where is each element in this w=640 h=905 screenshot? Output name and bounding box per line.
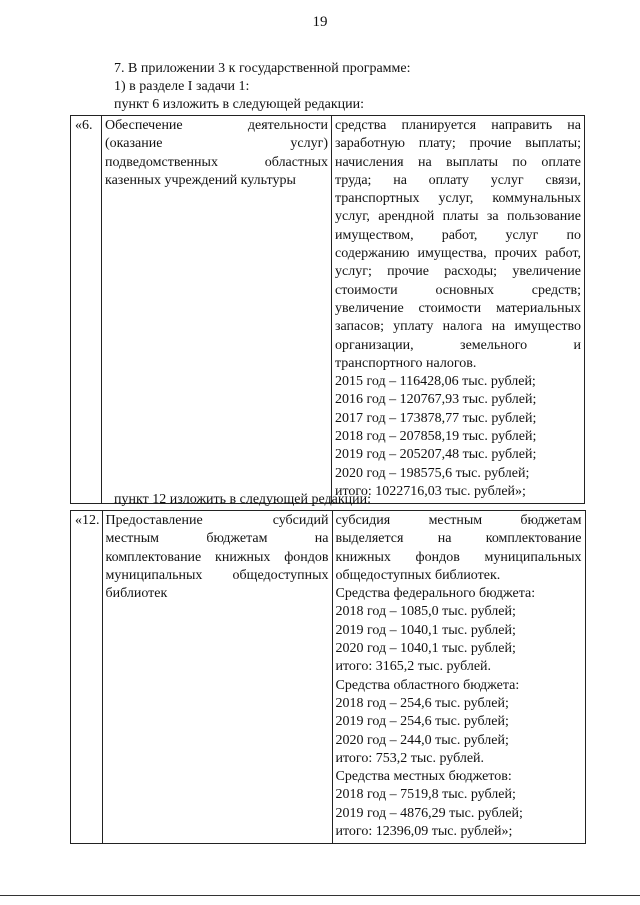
item-number-cell: «12. bbox=[71, 511, 103, 844]
name-line: казенных учреждений культуры bbox=[105, 172, 296, 188]
desc-line: увеличение стоимости материальных bbox=[335, 300, 581, 316]
desc-line: книжных фондов муниципальных bbox=[335, 549, 582, 565]
funding-line: 2020 год – 1040,1 тыс. рублей; bbox=[335, 641, 516, 657]
desc-line: содержанию имущества, прочих работ, bbox=[335, 246, 581, 262]
item-number-cell: «6. bbox=[71, 116, 102, 504]
desc-line: услуг, арендной платы за пользование bbox=[335, 209, 581, 225]
desc-line: транспортного налогов. bbox=[335, 355, 477, 371]
desc-line: транспортных услуг, коммунальных bbox=[335, 191, 581, 207]
total-line: итого: 753,2 тыс. рублей. bbox=[335, 750, 485, 766]
intro-line-section: 1) в разделе I задачи 1: bbox=[114, 79, 250, 94]
funding-line: 2019 год – 254,6 тыс. рублей; bbox=[335, 714, 509, 730]
name-line: Предоставление субсидий bbox=[105, 513, 329, 528]
desc-line: запасов; уплату налога на имущество bbox=[335, 319, 581, 335]
funding-line: 2018 год – 7519,8 тыс. рублей; bbox=[335, 787, 516, 803]
item-name-cell bbox=[102, 116, 332, 504]
name-line: (оказание услуг) bbox=[105, 136, 328, 152]
budget-heading: Средства федерального бюджета: bbox=[335, 586, 536, 602]
table-row bbox=[71, 511, 586, 844]
funding-line: 2019 год – 4876,29 тыс. рублей; bbox=[335, 805, 523, 821]
amendment-table-item-6 bbox=[70, 115, 585, 504]
funding-line: 2018 год – 1085,0 тыс. рублей; bbox=[335, 604, 516, 620]
page-bottom-rule bbox=[0, 895, 640, 896]
funding-line: 2016 год – 120767,93 тыс. рублей; bbox=[335, 392, 537, 408]
budget-heading: Средства местных бюджетов: bbox=[335, 769, 512, 785]
desc-line: услуг; прочие расходы; увеличение bbox=[335, 264, 581, 280]
page-number: 19 bbox=[312, 14, 328, 30]
funding-line: 2020 год – 198575,6 тыс. рублей; bbox=[335, 465, 530, 481]
desc-line: общедоступных библиотек. bbox=[335, 567, 501, 583]
total-line: итого: 3165,2 тыс. рублей. bbox=[335, 659, 492, 675]
funding-line: 2017 год – 173878,77 тыс. рублей; bbox=[335, 410, 537, 426]
amendment-table-item-12 bbox=[70, 510, 586, 844]
desc-line: средства планируется направить на bbox=[335, 118, 581, 133]
funding-line: 2018 год – 207858,19 тыс. рублей; bbox=[335, 429, 537, 445]
intro-line-item-12: пункт 12 изложить в следующей редакции: bbox=[114, 492, 371, 507]
desc-line: начисления на выплаты по оплате bbox=[335, 154, 581, 170]
funding-line: 2019 год – 205207,48 тыс. рублей; bbox=[335, 447, 537, 463]
desc-line: субсидия местным бюджетам bbox=[335, 513, 582, 528]
total-line: итого: 12396,09 тыс. рублей»; bbox=[335, 824, 513, 840]
desc-line: имуществом, работ, услуг по bbox=[335, 227, 581, 243]
funding-line: 2018 год – 254,6 тыс. рублей; bbox=[335, 695, 509, 711]
table-row bbox=[71, 116, 585, 504]
desc-line: заработную плату; прочие выплаты; bbox=[335, 136, 581, 152]
name-line: Обеспечение деятельности bbox=[105, 118, 328, 133]
name-line: комплектование книжных фондов bbox=[105, 549, 329, 565]
funding-line: 2015 год – 116428,06 тыс. рублей; bbox=[335, 374, 536, 390]
desc-line: организации, земельного и bbox=[335, 337, 581, 353]
funding-line: 2020 год – 244,0 тыс. рублей; bbox=[335, 732, 509, 748]
name-line: местным бюджетам на bbox=[105, 531, 329, 547]
total-line: итого: 1022716,03 тыс. рублей»; bbox=[335, 483, 526, 499]
intro-line-item-6: пункт 6 изложить в следующей редакции: bbox=[114, 97, 364, 112]
desc-line: стоимости основных средств; bbox=[335, 282, 581, 298]
intro-line-appendix: 7. В приложении 3 к государственной программе: bbox=[114, 61, 411, 76]
item-description-cell bbox=[332, 116, 585, 504]
item-description-cell bbox=[332, 511, 585, 844]
name-line: муниципальных общедоступных bbox=[105, 567, 329, 583]
name-line: библиотек bbox=[105, 586, 168, 602]
name-line: подведомственных областных bbox=[105, 154, 328, 170]
desc-line: труда; на оплату услуг связи, bbox=[335, 172, 581, 188]
desc-line: выделяется на комплектование bbox=[335, 531, 582, 547]
funding-line: 2019 год – 1040,1 тыс. рублей; bbox=[335, 622, 516, 638]
item-name-cell bbox=[102, 511, 332, 844]
budget-heading: Средства областного бюджета: bbox=[335, 677, 520, 693]
